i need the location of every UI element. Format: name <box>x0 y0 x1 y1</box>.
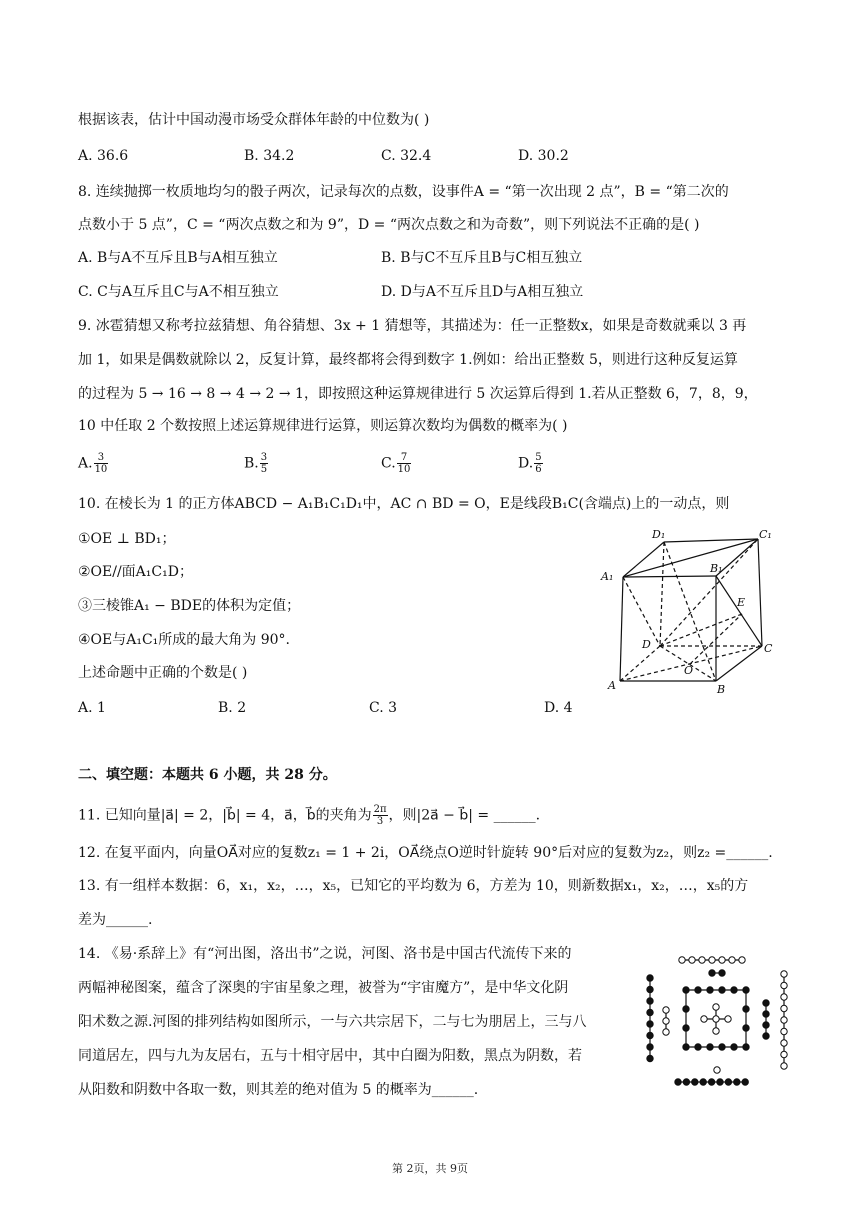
q9-option-b-den: 5 <box>260 464 268 475</box>
hetu-bottom-black <box>700 1079 706 1085</box>
hetu-bottom-black <box>675 1079 681 1085</box>
q9-option-d-label: D. <box>518 455 534 472</box>
hetu-bottom-black <box>725 1079 731 1085</box>
hetu-right-white <box>781 1063 787 1069</box>
hetu-bottom-black <box>692 1079 698 1085</box>
cube-label-b: B <box>717 683 726 696</box>
hetu-top-white <box>709 957 715 963</box>
cube-label-a: A <box>608 679 616 692</box>
hetu-left-black <box>647 975 653 981</box>
q7-option-a: A. 36.6 <box>78 148 129 164</box>
hetu-top-black <box>709 970 715 976</box>
page-footer: 第 2页，共 9页 <box>392 1162 468 1175</box>
hetu-center-white <box>713 1016 719 1022</box>
hetu-center-black <box>683 1006 689 1012</box>
q9-option-b-label: B. <box>244 455 259 472</box>
q14-line3: 阳术数之源.河图的排列结构如图所示，一与六共宗居下，二与七为朋居上，三与八 <box>78 1014 587 1030</box>
q9-option-a-fraction <box>94 452 109 475</box>
q9-option-c-num: 7 <box>397 452 412 464</box>
q13-line1: 13. 有一组样本数据：6，x₁，x₂，…，x₅，已知它的平均数为 6，方差为 10，则新数据x₁，x₂，…，x₅的方 <box>78 878 749 894</box>
q8-line1: 8. 连续抛掷一枚质地均匀的骰子两次，记录每次的点数，设事件A = “第一次出现 2 点”，B = “第二次的 <box>78 184 729 200</box>
q9-option-c <box>381 452 412 475</box>
q11-num: 2π <box>373 804 387 815</box>
hetu-top-white <box>719 957 725 963</box>
hetu-center-black <box>695 1044 701 1050</box>
hetu-top-black <box>719 970 725 976</box>
hetu-figure <box>636 948 796 1092</box>
hetu-right-white <box>781 1017 787 1023</box>
hetu-top-white <box>679 957 685 963</box>
hetu-center-black <box>707 1044 713 1050</box>
hetu-left-black <box>647 1055 653 1061</box>
cube-label-e: E <box>737 596 746 609</box>
hetu-left-black <box>647 1032 653 1038</box>
hetu-left-black <box>647 1021 653 1027</box>
hetu-left-black <box>647 1044 653 1050</box>
hetu-bottom-black <box>683 1079 689 1085</box>
hetu-right-black <box>763 1000 769 1006</box>
q9-option-d-num: 5 <box>535 452 542 463</box>
q8-option-b: B. B与C不互斥且B与C相互独立 <box>381 250 583 266</box>
q11 <box>78 804 540 827</box>
hetu-top-white <box>689 957 695 963</box>
q9-line1: 9. 冰雹猜想又称考拉兹猜想、角谷猜想、3x + 1 猜想等，其描述为：任一正整数x，如果是奇数就乘以 3 再 <box>78 318 747 334</box>
q9-option-c-label: C. <box>381 455 396 472</box>
cube-label-d: D <box>642 638 651 651</box>
q9-option-a <box>78 452 109 475</box>
q7-option-c: C. 32.4 <box>381 148 432 164</box>
q14-line4: 同道居左，四与九为友居右，五与十相守居中，其中白圈为阳数，黑点为阴数，若 <box>78 1048 582 1064</box>
q8-option-d: D. D与A不互斥且D与A相互独立 <box>381 284 584 300</box>
cube-label-c1: C₁ <box>759 528 772 541</box>
cube-label-a1: A₁ <box>601 570 614 583</box>
q9-option-d-fraction <box>534 452 542 475</box>
hetu-center-black <box>695 987 701 993</box>
q10-ask: 上述命题中正确的个数是( ) <box>78 665 248 681</box>
q9-option-c-den: 10 <box>397 464 411 475</box>
cube-label-c: C <box>764 642 773 655</box>
q9-line4: 10 中任取 2 个数按照上述运算规律进行运算，则运算次数均为偶数的概率为( ) <box>78 418 568 434</box>
q14-line5: 从阳数和阴数中各取一数，则其差的绝对值为 5 的概率为______. <box>78 1082 479 1098</box>
q10-item-1: ①OE ⊥ BD₁； <box>78 531 176 547</box>
hetu-center-black <box>719 987 725 993</box>
hetu-left-black <box>647 986 653 992</box>
q10-line1: 10. 在棱长为 1 的正方体ABCD − A₁B₁C₁D₁中，AC ∩ BD = O，E是线段B₁C(含端点)上的一动点，则 <box>78 496 730 512</box>
q14-line1: 14. 《易·系辞上》有“河出图，洛出书”之说，河图、洛书是中国古代流传下来的 <box>78 946 572 962</box>
hetu-left-white <box>663 1018 669 1024</box>
q10-item-2: ②OE//面A₁C₁D； <box>78 564 193 580</box>
q8-option-a: A. B与A不互斥且B与A相互独立 <box>78 250 278 266</box>
hetu-center-black <box>743 1044 749 1050</box>
q10-option-c: C. 3 <box>369 700 398 716</box>
q9-option-d <box>518 452 544 475</box>
q9-option-d-den: 6 <box>535 464 542 475</box>
hetu-center-black <box>683 1044 689 1050</box>
q7-option-d: D. 30.2 <box>518 148 569 164</box>
cube-label-o: O <box>684 664 694 677</box>
q14-line2: 两幅神秘图案，蕴含了深奥的宇宙星象之理，被誉为“宇宙魔方”，是中华文化阴 <box>78 980 569 996</box>
hetu-center-black <box>743 987 749 993</box>
hetu-left-white <box>663 1029 669 1035</box>
hetu-right-white <box>781 1005 787 1011</box>
section-2-heading: 二、填空题：本题共 6 小题，共 28 分。 <box>78 767 337 783</box>
q10-option-a: A. 1 <box>78 700 106 716</box>
q8-option-c: C. C与A互斥且C与A不相互独立 <box>78 284 279 300</box>
hetu-right-white <box>781 994 787 1000</box>
hetu-bottom-black <box>734 1079 740 1085</box>
hetu-right-black <box>763 1022 769 1028</box>
hetu-right-black <box>763 1033 769 1039</box>
hetu-bottom-black <box>742 1079 748 1085</box>
hetu-center-white <box>725 1016 731 1022</box>
q13-line2: 差为______. <box>78 912 153 928</box>
q11-post: ，则|2a⃗ − b⃗| = ______. <box>388 807 541 824</box>
hetu-center-black <box>743 1025 749 1031</box>
hetu-top-white <box>739 957 745 963</box>
q10-option-d: D. 4 <box>544 700 573 716</box>
q11-pre: 11. 已知向量|a⃗| = 2，|b⃗| = 4，a⃗，b⃗的夹角为 <box>78 807 372 824</box>
hetu-left-black <box>647 1009 653 1015</box>
hetu-right-white <box>781 1028 787 1034</box>
hetu-center-black <box>683 987 689 993</box>
q12: 12. 在复平面内，向量OA⃗对应的复数z₁ = 1 + 2i，OA⃗绕点O逆时针旋转 90°后对应的复数为z₂，则z₂ =______. <box>78 845 773 861</box>
hetu-center-black <box>743 1006 749 1012</box>
cube-label-d1: D₁ <box>652 528 666 541</box>
hetu-center-black <box>683 1025 689 1031</box>
hetu-top-white <box>729 957 735 963</box>
hetu-right-white <box>781 1040 787 1046</box>
hetu-bottom-black <box>708 1079 714 1085</box>
q11-fraction <box>373 804 388 827</box>
q11-den: 3 <box>376 816 384 827</box>
q7-option-b: B. 34.2 <box>244 148 295 164</box>
hetu-center-white <box>701 1016 707 1022</box>
q9-option-b-num: 3 <box>260 452 268 463</box>
hetu-center-black <box>707 987 713 993</box>
q9-option-c-fraction <box>397 452 412 475</box>
hetu-center-white <box>713 1028 719 1034</box>
hetu-center-black <box>731 987 737 993</box>
q10-option-b: B. 2 <box>218 700 247 716</box>
hetu-right-black <box>763 1011 769 1017</box>
q9-line3: 的过程为 5 → 16 → 8 → 4 → 2 → 1，即按照这种运算规律进行 5 次运算后得到 1.若从正整数 6，7，8，9， <box>78 386 758 402</box>
hetu-center-black <box>731 1044 737 1050</box>
cube-figure <box>596 524 786 698</box>
hetu-right-white <box>781 982 787 988</box>
hetu-bottom-black <box>717 1079 723 1085</box>
hetu-top-white <box>699 957 705 963</box>
hetu-bottom-white <box>714 1067 720 1073</box>
q9-line2: 加 1，如果是偶数就除以 2，反复计算，最终都将会得到数字 1.例如：给出正整数 5，则进行这种反复运算 <box>78 352 738 368</box>
q9-option-b <box>244 452 269 475</box>
hetu-left-black <box>647 998 653 1004</box>
hetu-left-white <box>663 1007 669 1013</box>
q7-stem: 根据该表，估计中国动漫市场受众群体年龄的中位数为( ) <box>78 112 430 128</box>
cube-label-b1: B₁ <box>710 562 723 575</box>
q9-option-a-den: 10 <box>94 464 108 475</box>
q8-line2: 点数小于 5 点”，C = “两次点数之和为 9”，D = “两次点数之和为奇数”，则下列说法不正确的是( ) <box>78 217 700 233</box>
q9-option-a-label: A. <box>78 455 93 472</box>
hetu-right-white <box>781 971 787 977</box>
hetu-center-black <box>719 1044 725 1050</box>
hetu-right-white <box>781 1051 787 1057</box>
q10-item-3: ③三棱锥A₁ − BDE的体积为定值； <box>78 598 301 614</box>
q9-option-b-fraction <box>260 452 268 475</box>
q10-item-4: ④OE与A₁C₁所成的最大角为 90°. <box>78 632 291 648</box>
q9-option-a-num: 3 <box>94 452 109 464</box>
hetu-center-white <box>713 1004 719 1010</box>
